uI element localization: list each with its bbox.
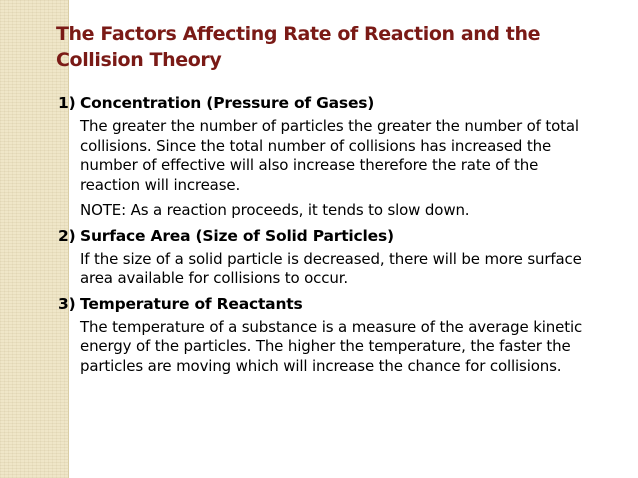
note-paragraph: NOTE: As a reaction proceeds, it tends to slow down. — [80, 201, 470, 219]
slide-title-line-1: The Factors Affecting Rate of Reaction and the — [56, 23, 541, 45]
section-number: 2) — [58, 226, 76, 245]
section-heading-text: Temperature of Reactants — [80, 294, 303, 313]
section-paragraph: The temperature of a substance is a measure of the average kinetic energy of the particles. The higher the temperature, the faster the particles are moving which will increase the chance for collisions. — [80, 317, 583, 375]
section-paragraph: If the size of a solid particle is decreased, there will be more surface area available for collisions to occur. — [80, 249, 582, 287]
slide-title-line-2: Collision Theory — [56, 49, 222, 71]
section-paragraph: The greater the number of particles the greater the number of total collisions. Since the total number of collisions has increased the number of effective will also increase therefore the rate of the reaction will increase. — [80, 117, 579, 194]
section-number: 1) — [58, 94, 76, 112]
slide-body — [58, 92, 588, 376]
section-heading-surface-area — [58, 225, 588, 247]
section-heading-concentration — [58, 92, 588, 114]
slide-title — [56, 21, 576, 73]
section-heading-temperature — [58, 293, 588, 315]
section-heading-text: Surface Area (Size of Solid Particles) — [80, 226, 394, 245]
section-number: 3) — [58, 294, 76, 313]
section-heading-text: Concentration (Pressure of Gases) — [80, 94, 375, 112]
